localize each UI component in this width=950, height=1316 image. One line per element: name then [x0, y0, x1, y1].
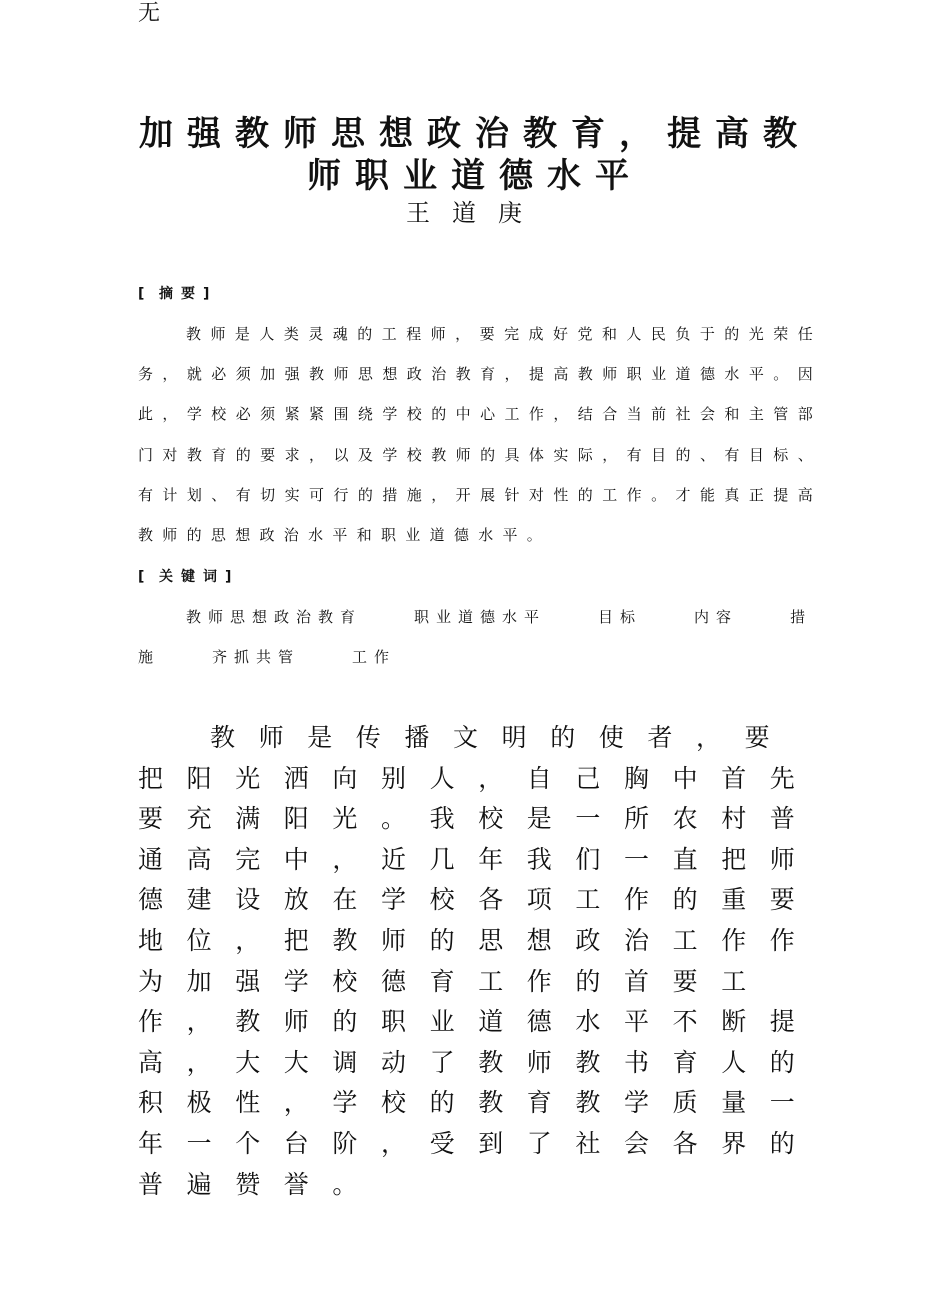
abstract-text: 教师是人类灵魂的工程师，要完成好党和人民负于的光荣任务，就必须加强教师思想政治教育，提高教师职业道德水平。因此，学校必须紧紧围绕学校的中心工作，结合当前社会和主管部门对教育的要求，以及学校教师的具体实际，有目的、有目标、有计划、有切实可行的措施，开展针对性的工作。才能真正提高教师的思想政治水平和职业道德水平。: [138, 325, 822, 545]
keyword-item: 齐抓共管: [212, 648, 301, 666]
keyword-item: 职业道德水平: [414, 608, 547, 626]
abstract-label: 摘要: [159, 286, 204, 302]
keywords-label: 关键词: [159, 569, 226, 585]
keywords-heading: [138, 567, 231, 587]
keywords-list: [138, 597, 822, 677]
keyword-item: 工作: [352, 648, 397, 666]
keywords-bracket-close: ]: [225, 569, 232, 585]
keyword-item: 措施: [138, 608, 813, 666]
keyword-item: 内容: [694, 608, 739, 626]
header-mark: 无: [138, 1, 161, 26]
abstract-bracket-close: ]: [203, 286, 210, 302]
body-paragraph: 教师是传播文明的使者，要把阳光洒向别人，自己胸中首先要充满阳光。我校是一所农村普通高完中，近几年我们一直把师德建设放在学校各项工作的重要地位，把教师的思想政治工作作为加强学校德育工作的首要工作，教师的职业道德水平不断提高，大大调动了教师教书育人的积极性，学校的教育教学质量一年一个台阶，受到了社会各界的普遍赞誉。: [138, 723, 819, 1199]
article-title-line-1: 加强教师思想政治教育，提高教: [139, 114, 811, 154]
keywords-bracket-open: [: [138, 569, 145, 585]
keyword-item: 目标: [598, 608, 643, 626]
article-title-line-2: 师职业道德水平: [307, 156, 643, 196]
article-author: 王道庚: [406, 199, 544, 227]
keyword-item: 教师思想政治教育: [186, 608, 363, 626]
abstract-heading: [138, 284, 209, 304]
abstract-bracket-open: [: [138, 286, 145, 302]
